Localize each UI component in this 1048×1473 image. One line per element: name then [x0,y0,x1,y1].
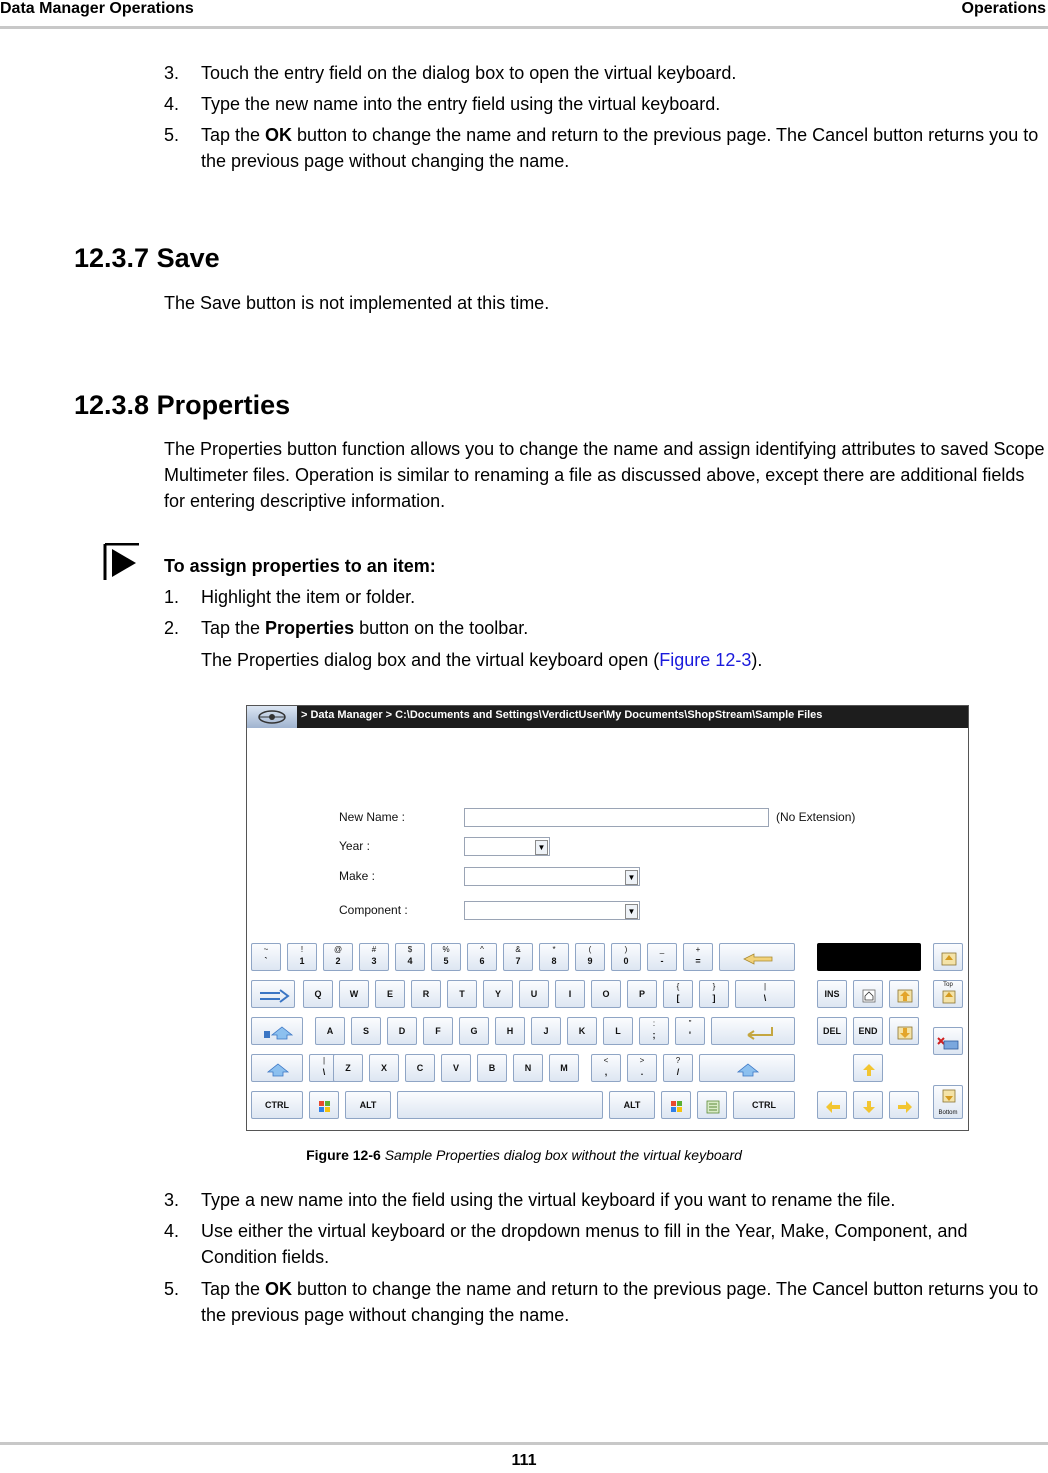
step-text: Type the new name into the entry field using the virtual keyboard. [201,94,721,114]
page-up-key[interactable] [933,943,963,971]
arrow-left-icon [818,1100,847,1114]
chevron-down-icon[interactable]: ▼ [625,870,638,885]
key-w[interactable]: W [339,980,369,1008]
ins-key[interactable]: INS [817,980,847,1008]
make-label: Make : [339,869,376,883]
alt-left-key[interactable]: ALT [345,1091,391,1119]
key-backslash[interactable]: | \ [735,980,795,1008]
backspace-key[interactable] [719,943,795,971]
key-b[interactable]: B [477,1054,507,1082]
key-4[interactable]: $ 4 [395,943,425,971]
caps-lock-icon [252,1026,303,1040]
arrow-up-icon [890,989,919,1003]
shift-left-key[interactable] [251,1054,303,1082]
section-heading-save: 12.3.7 Save [74,243,220,273]
running-header-right: Operations [961,0,1046,17]
arrow-down-icon [890,1026,919,1040]
key-1[interactable]: ! 1 [287,943,317,971]
list-item [164,615,1048,641]
key-c[interactable]: C [405,1054,435,1082]
procedure-title: To assign properties to an item: [164,556,436,576]
step-number: 5. [164,1279,180,1299]
key-h[interactable]: H [495,1017,525,1045]
menu-key[interactable] [697,1091,727,1119]
tab-icon [252,989,295,1003]
home-key[interactable] [853,980,883,1008]
year-select[interactable] [464,837,550,856]
figure-link[interactable]: Figure 12-3 [659,650,752,670]
procedure-arrow-icon [103,543,141,581]
component-label: Component : [339,903,408,917]
end-key[interactable]: END [853,1017,883,1045]
right-arrow-key[interactable] [889,1091,919,1119]
enter-icon [712,1026,795,1040]
app-logo-icon [247,706,297,728]
caps-lock-key[interactable] [251,1017,303,1045]
page-down-key[interactable] [889,1017,919,1045]
key-8[interactable]: * 8 [539,943,569,971]
top-icon [942,990,956,1004]
key-backtick[interactable]: ~ ` [251,943,281,971]
key-l[interactable]: L [603,1017,633,1045]
key-display [817,943,921,971]
key-period[interactable]: > . [627,1054,657,1082]
key-left-bracket[interactable]: { [ [663,980,693,1008]
page-number: 111 [511,1452,537,1469]
key-e[interactable]: E [375,980,405,1008]
key-n[interactable]: N [513,1054,543,1082]
key-z[interactable]: Z [333,1054,363,1082]
list-item [164,1276,1048,1328]
running-header-left: Data Manager Operations [0,0,194,17]
key-minus[interactable]: _ - [647,943,677,971]
year-label: Year : [339,839,370,853]
del-key[interactable]: DEL [817,1017,847,1045]
clear-key[interactable] [933,1027,963,1055]
key-comma[interactable]: < , [591,1054,621,1082]
windows-icon [662,1100,691,1114]
step-number: 5. [164,125,180,145]
breadcrumb: > Data Manager > C:\Documents and Settings\VerdictUser\My Documents\ShopStream\Sample Files [301,709,823,721]
key-slash[interactable]: ? / [663,1054,693,1082]
shift-icon [252,1063,303,1077]
key-r[interactable]: R [411,980,441,1008]
step-text: Tap the Properties button on the toolbar. [201,618,529,638]
key-g[interactable]: G [459,1017,489,1045]
new-name-label: New Name : [339,810,406,824]
key-5[interactable]: % 5 [431,943,461,971]
properties-paragraph: The Properties button function allows you to change the name and assign identifying attributes to saved Scope Multimeter files. Operation is similar to renaming a file as discussed above, except there are additional fields for entering descriptive information. [164,439,1045,511]
step-number: 2. [164,618,180,638]
top-key[interactable]: Top [933,980,963,1008]
new-name-input[interactable] [464,808,769,827]
key-a[interactable]: A [315,1017,345,1045]
key-d[interactable]: D [387,1017,417,1045]
key-2[interactable]: @ 2 [323,943,353,971]
step-text: Use either the virtual keyboard or the dropdown menus to fill in the Year, Make, Component, and Condition fields. [201,1221,968,1267]
step-text: Tap the OK button to change the name and return to the previous page. The Cancel button returns you to the previous page without changing the name. [201,125,1039,171]
shift-right-key[interactable] [699,1054,795,1082]
key-t[interactable]: T [447,980,477,1008]
bottom-key[interactable]: Bottom [933,1085,963,1119]
tab-key[interactable] [251,980,295,1008]
down-arrow-key[interactable] [853,1091,883,1119]
key-i[interactable]: I [555,980,585,1008]
clear-icon [934,1036,963,1050]
alt-right-key[interactable]: ALT [609,1091,655,1119]
key-m[interactable]: M [549,1054,579,1082]
key-pipe[interactable]: | \ [309,1054,339,1082]
list-item [164,122,1048,174]
key-k[interactable]: K [567,1017,597,1045]
shift-icon [700,1063,795,1077]
component-select[interactable] [464,901,640,920]
space-key[interactable] [397,1091,603,1119]
ctrl-left-key[interactable]: CTRL [251,1091,303,1119]
step-number: 1. [164,587,180,607]
list-item [164,584,1048,610]
make-select[interactable] [464,867,640,886]
key-q[interactable]: Q [303,980,333,1008]
step-number: 3. [164,63,180,83]
key-p[interactable]: P [627,980,657,1008]
up-arrow-key[interactable] [853,1054,883,1082]
key-equals[interactable]: + = [683,943,713,971]
key-u[interactable]: U [519,980,549,1008]
arrow-right-icon [890,1100,919,1114]
windows-right-key[interactable] [661,1091,691,1119]
figure-caption: Figure 12-6 Sample Properties dialog box without the virtual keyboard [306,1147,742,1163]
left-arrow-key[interactable] [817,1091,847,1119]
key-7[interactable]: & 7 [503,943,533,971]
key-semicolon[interactable]: : ; [639,1017,669,1045]
bottom-icon [942,1089,956,1103]
step-note: The Properties dialog box and the virtual keyboard open (Figure 12-3). [201,650,763,670]
ctrl-right-key[interactable]: CTRL [733,1091,795,1119]
key-quote[interactable]: " ' [675,1017,705,1045]
list-item [164,1187,1048,1213]
windows-icon [310,1100,339,1114]
key-v[interactable]: V [441,1054,471,1082]
enter-key[interactable] [711,1017,795,1045]
step-number: 4. [164,94,180,114]
list-item [164,91,1048,117]
page-up-icon [934,952,963,966]
no-extension-label: (No Extension) [776,810,856,824]
backspace-icon [720,952,795,966]
section-heading-properties: 12.3.8 Properties [74,390,291,420]
save-paragraph: The Save button is not implemented at this time. [164,293,550,313]
list-item [164,60,1048,86]
chevron-down-icon[interactable]: ▼ [535,840,548,855]
step-number: 4. [164,1221,180,1241]
step-number: 3. [164,1190,180,1210]
figure-screenshot [246,705,969,1131]
home-icon [854,989,883,1003]
step-text: Type a new name into the field using the virtual keyboard if you want to rename the file. [201,1190,896,1210]
step-text: Tap the OK button to change the name and return to the previous page. The Cancel button returns you to the previous page without changing the name. [201,1279,1039,1325]
key-3[interactable]: # 3 [359,943,389,971]
footer-rule [0,1442,1048,1445]
header-rule [0,26,1048,29]
key-x[interactable]: X [369,1054,399,1082]
key-9[interactable]: ( 9 [575,943,605,971]
key-right-bracket[interactable]: } ] [699,980,729,1008]
windows-left-key[interactable] [309,1091,339,1119]
step-text: Highlight the item or folder. [201,587,416,607]
key-y[interactable]: Y [483,980,513,1008]
list-item [164,1218,1048,1270]
key-o[interactable]: O [591,980,621,1008]
arrow-down-icon [854,1100,883,1114]
virtual-keyboard [247,935,968,1130]
key-0[interactable]: ) 0 [611,943,641,971]
key-s[interactable]: S [351,1017,381,1045]
page-up-arrow-key[interactable] [889,980,919,1008]
key-f[interactable]: F [423,1017,453,1045]
menu-icon [698,1100,727,1114]
step-text: Touch the entry field on the dialog box to open the virtual keyboard. [201,63,737,83]
key-6[interactable]: ^ 6 [467,943,497,971]
arrow-up-icon [854,1063,883,1077]
key-j[interactable]: J [531,1017,561,1045]
chevron-down-icon[interactable]: ▼ [625,904,638,919]
